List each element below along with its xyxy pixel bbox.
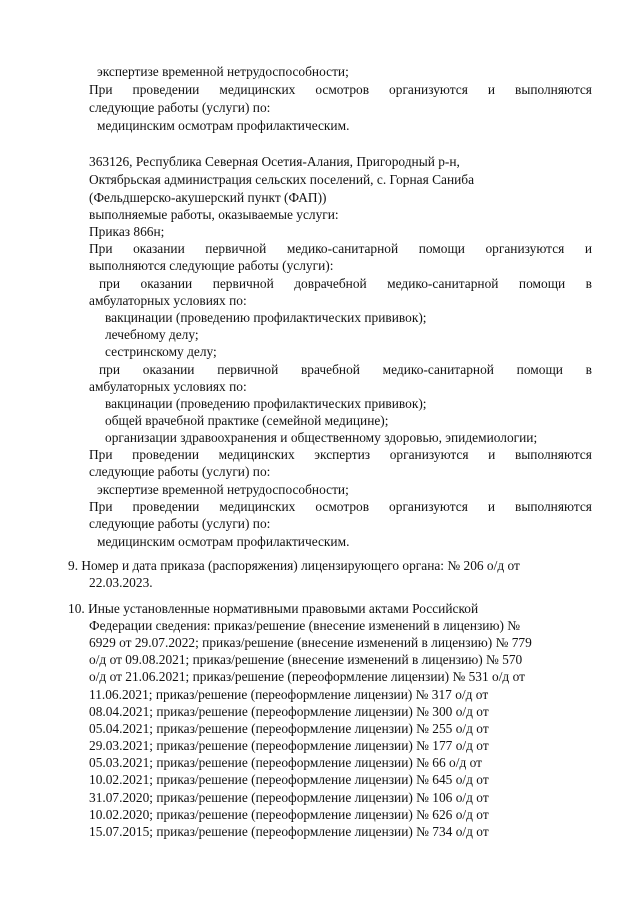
word: и [487,499,496,514]
word: и [488,447,496,462]
justified-line [89,446,592,463]
text-line: следующие работы (услуги) по: [89,100,271,115]
word: организуются [485,241,565,256]
word: первичной [205,241,267,256]
word: в [585,362,592,377]
word: помощи [418,241,465,256]
text-line: медицинским осмотрам профилактическим. [97,534,350,549]
item-10-line: 05.03.2021; приказ/решение (переоформление лицензии) № 66 о/д от [89,755,482,770]
justified-line [89,240,592,257]
address-line: (Фельдшерско-акушерский пункт (ФАП)) [89,190,327,205]
word: проведении [132,447,199,462]
text-line: сестринскому делу; [105,344,217,359]
word: организуются [389,447,469,462]
text-line: общей врачебной практике (семейной медицине); [105,413,389,428]
item-10-line: 11.06.2021; приказ/решение (переоформление лицензии) № 317 о/д от [89,687,489,702]
item-10-line: 10. Иные установленные нормативными правовыми актами Российской [68,601,479,616]
item-10-line: 29.03.2021; приказ/решение (переоформление лицензии) № 177 о/д от [89,738,489,753]
word: помощи [518,276,566,291]
word: первичной [212,276,274,291]
word: медико-санитарной [387,276,499,291]
word: организуются [389,499,468,514]
text-line: следующие работы (услуги) по: [89,516,271,531]
word: выполняются [515,82,592,97]
item-10-line: о/д от 21.06.2021; приказ/решение (переоформление лицензии) № 531 о/д от [89,669,525,684]
word: медико-санитарной [286,241,399,256]
justified-line [89,81,592,98]
text-line: лечебному делу; [105,327,199,342]
justified-line [89,498,592,515]
text-line: следующие работы (услуги) по: [89,464,271,479]
item-9-line: 22.03.2023. [89,575,153,590]
word: и [584,241,592,256]
text-line: амбулаторных условиях по: [89,379,247,394]
word: медицинских [219,499,296,514]
item-10-line: о/д от 09.08.2021; приказ/решение (внесение изменений в лицензию) № 570 [89,652,523,667]
word: проведении [132,82,200,97]
text-line: выполняются следующие работы (услуги): [89,258,334,273]
word: помощи [516,362,563,377]
text-line: амбулаторных условиях по: [89,293,247,308]
item-10-line: 15.07.2015; приказ/решение (переоформление лицензии) № 734 о/д от [89,824,489,839]
address-line: Октябрьская администрация сельских поселений, с. Горная Саниба [89,172,475,187]
item-10-line: Федерации сведения: приказ/решение (внесение изменений в лицензию) № [89,618,521,633]
item-10-line: 08.04.2021; приказ/решение (переоформление лицензии) № 300 о/д от [89,704,489,719]
item-10-line: 05.04.2021; приказ/решение (переоформление лицензии) № 255 о/д от [89,721,489,736]
text-line: экспертизе временной нетрудоспособности; [97,64,349,79]
word: При [89,241,113,256]
item-10-line: 10.02.2021; приказ/решение (переоформление лицензии) № 645 о/д от [89,772,489,787]
justified-line [99,275,592,292]
address-line: 363126, Республика Северная Осетия-Алания, Пригородный р-н, [89,154,460,169]
item-9-line: 9. Номер и дата приказа (распоряжения) лицензирующего органа: № 206 о/д от [68,558,520,573]
word: при [99,276,121,291]
word: врачебной [300,362,360,377]
text-line: медицинским осмотрам профилактическим. [97,118,350,133]
item-10-line: 31.07.2020; приказ/решение (переоформление лицензии) № 106 о/д от [89,790,489,805]
text-line: выполняемые работы, оказываемые услуги: [89,207,339,222]
text-line: вакцинации (проведению профилактических прививок); [105,310,427,325]
text-line: экспертизе временной нетрудоспособности; [97,482,349,497]
word: оказании [142,362,195,377]
word: проведении [132,499,200,514]
text-line: организации здравоохранения и общественному здоровью, эпидемиологии; [105,430,538,445]
word: и [487,82,496,97]
word: экспертиз [314,447,371,462]
word: осмотров [315,499,370,514]
word: осмотров [315,82,370,97]
word: оказании [140,276,193,291]
word: При [89,447,113,462]
word: доврачебной [294,276,367,291]
word: организуются [389,82,468,97]
text-line: Приказ 866н; [89,224,165,239]
word: выполняются [515,499,592,514]
word: оказании [133,241,185,256]
word: медицинских [219,82,296,97]
item-10-line: 10.02.2020; приказ/решение (переоформление лицензии) № 626 о/д от [89,807,489,822]
word: При [89,499,113,514]
word: в [585,276,592,291]
word: первичной [217,362,279,377]
word: выполняются [514,447,592,462]
justified-line [99,361,592,378]
text-line: вакцинации (проведению профилактических прививок); [105,396,427,411]
word: При [89,82,113,97]
word: при [99,362,121,377]
item-10-line: 6929 от 29.07.2022; приказ/решение (внесение изменений в лицензию) № 779 [89,635,532,650]
word: медико-санитарной [382,362,494,377]
word: медицинских [218,447,295,462]
